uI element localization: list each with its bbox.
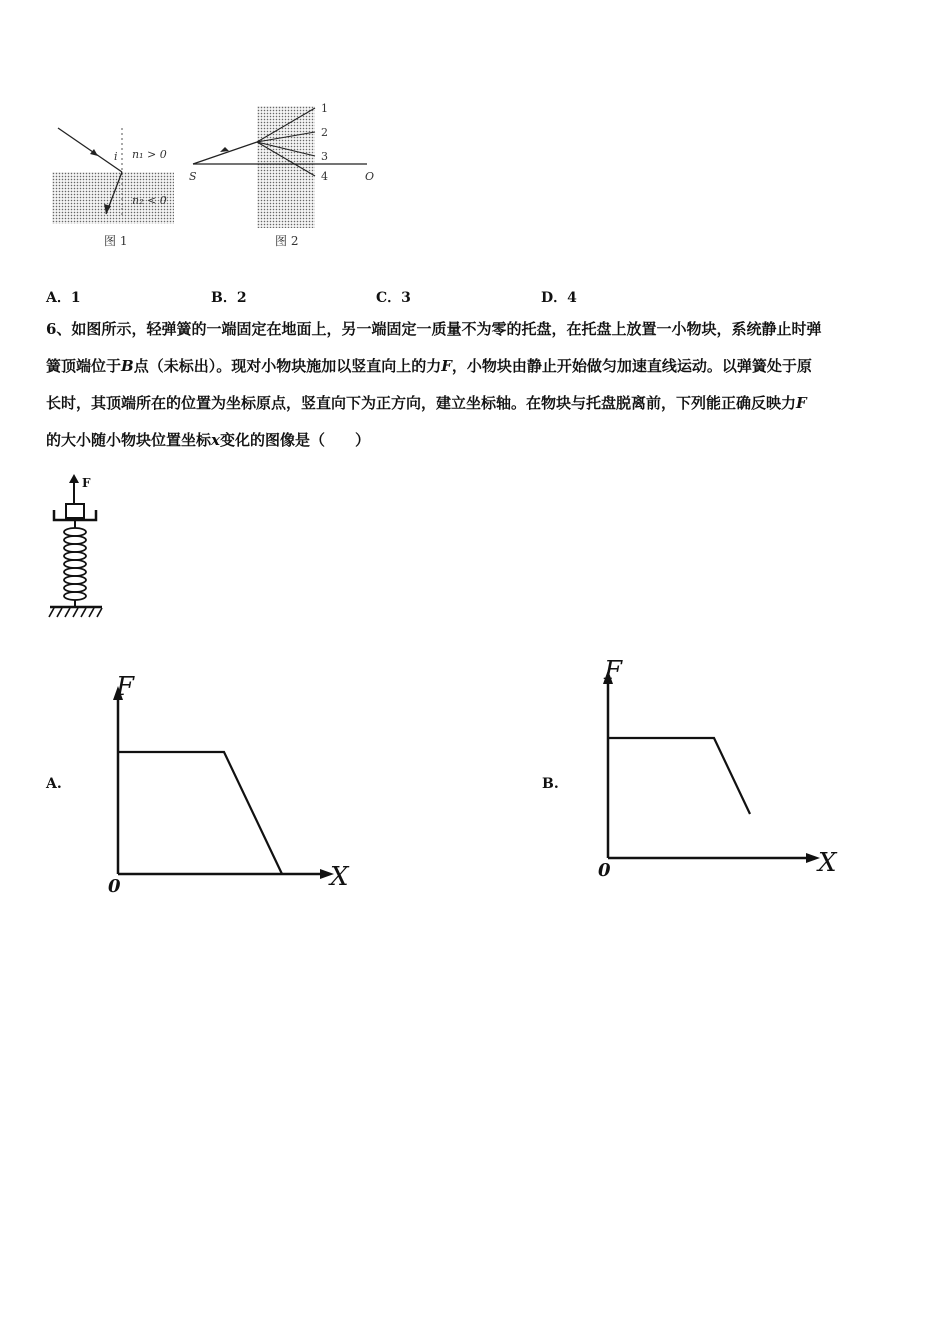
figure-2-diagram — [185, 100, 385, 230]
graph-a-y-axis-label: F — [116, 672, 135, 702]
question-6-text-4a: 的大小随小物块位置坐标 — [46, 431, 212, 449]
graph-b — [590, 656, 850, 886]
graph-b-curve — [608, 738, 750, 814]
graph-b-label: B. — [542, 776, 559, 792]
option-a — [46, 287, 81, 307]
option-b-letter: B． — [211, 290, 237, 306]
graph-a-plot — [100, 672, 360, 902]
question-6-text-2a: 簧顶端位于 — [46, 357, 122, 375]
figure-1 — [44, 118, 184, 253]
figure-2-ray-label-4: 4 — [321, 170, 328, 183]
spring-force-label: F — [82, 476, 91, 490]
figure-1-n2-label: n₂ < 0 — [132, 194, 167, 207]
figure-2 — [185, 100, 385, 255]
option-d-value: 4 — [567, 290, 577, 306]
question-6-text-2e: ，小物块由静止开始做匀加速直线运动。以弹簧处于原 — [451, 357, 812, 375]
question-6-force-f-2: F — [796, 394, 807, 412]
figure-1-n1-label: n₁ > 0 — [132, 148, 167, 161]
question-6-force-f: F — [441, 357, 452, 375]
graph-a-origin-label: 0 — [108, 876, 121, 897]
option-c-value: 3 — [401, 290, 411, 306]
question-6-line-4 — [46, 430, 906, 450]
figure-2-ray-label-3: 3 — [321, 150, 328, 163]
figure-1-diagram — [44, 118, 184, 228]
option-a-letter: A． — [46, 290, 71, 306]
question-6-var-x: x — [211, 431, 220, 449]
question-6-text-3a: 长时，其顶端所在的位置为坐标原点，竖直向下为正方向，建立坐标轴。在物块与托盘脱离前，下列能正确反映力 — [46, 394, 797, 412]
question-6-line-2 — [46, 356, 906, 376]
graph-a-label: A. — [46, 776, 62, 792]
question-6-line-3 — [46, 393, 906, 413]
question-6-text-2c: 点（未标出）。现对小物块施加以竖直向上的力 — [133, 357, 442, 375]
graph-b-x-axis-label: X — [818, 848, 837, 878]
graph-b-origin-label: 0 — [598, 860, 611, 881]
option-a-value: 1 — [70, 290, 81, 306]
option-b — [211, 287, 247, 307]
graph-a — [100, 672, 360, 902]
spring-figure — [44, 470, 108, 622]
graph-a-x-axis-label: X — [330, 862, 349, 892]
option-d-letter: D． — [541, 290, 568, 306]
question-6-point-b: B — [121, 357, 134, 375]
question-6-text-4c: 变化的图像是（ ） — [219, 431, 370, 449]
figure-2-end-label: O — [365, 170, 375, 183]
question-6-text-1: 6、如图所示，轻弹簧的一端固定在地面上，另一端固定一质量不为零的托盘，在托盘上放置一小物块，系统静止时弹 — [46, 320, 822, 338]
figure-2-source-label: S — [189, 170, 197, 183]
graph-b-y-axis-label: F — [604, 656, 623, 686]
spring-diagram — [44, 470, 108, 622]
figure-2-ray-label-1: 1 — [321, 102, 328, 115]
option-d — [541, 287, 577, 307]
figure-2-ray-label-2: 2 — [321, 126, 328, 139]
figure-1-caption: 图 1 — [104, 234, 128, 248]
question-6-line-1 — [46, 319, 906, 339]
figure-2-caption: 图 2 — [275, 234, 299, 248]
option-b-value: 2 — [236, 290, 247, 306]
option-c-letter: C． — [376, 290, 402, 306]
graph-a-curve — [118, 752, 282, 874]
graph-b-plot — [590, 656, 850, 886]
option-c — [376, 287, 411, 307]
figure-1-angle-label: i — [114, 150, 118, 163]
